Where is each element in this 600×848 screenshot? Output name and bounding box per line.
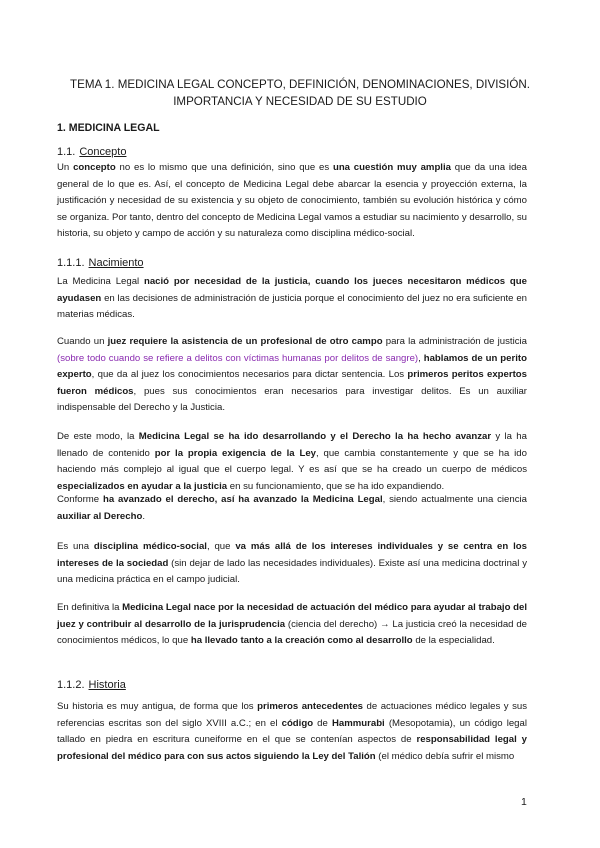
- text-run: concepto: [73, 162, 116, 173]
- text-run: de: [313, 717, 332, 729]
- page-number: 1: [521, 796, 527, 808]
- text-run: ha avanzado el derecho, así ha avanzado la Medicina Legal: [102, 494, 383, 505]
- subsection-number: 1.1.2.: [57, 679, 85, 691]
- text-run: , que cambia constantemente y que se ha ido haciendo más complejo al igual que el cuerpo legal. Y es así que se ha creado un cuerpo de médicos: [57, 447, 527, 476]
- text-run: responsabilidad legal y profesional del médico para con sus actos siguiendo la Ley del Talión: [57, 734, 527, 762]
- text-run: Conforme: [57, 494, 103, 505]
- text-run: código: [281, 717, 314, 729]
- subsection-heading-nacimiento: [57, 257, 144, 269]
- text-run: De este modo, la: [57, 431, 139, 442]
- text-run: (sin dejar de lado las necesidades individuales). Existe así una medicina doctrinal y una medicina práctica en el campo judicial.: [57, 557, 528, 586]
- text-run: por la propia exigencia de la Ley: [154, 447, 316, 459]
- text-run: (ciencia del derecho) → La justicia creó la necesidad de conocimientos médicos, lo que: [57, 618, 527, 647]
- paragraph-nacimiento-5: [57, 539, 527, 589]
- text-run: especializados en ayudar a la justicia: [57, 480, 228, 492]
- text-run: no es lo mismo que una definición, sino que es: [115, 162, 333, 173]
- text-run: , pues sus conocimientos eran necesarios para investigar delitos. Es un auxiliar indispensable del Derecho y la Justicia.: [57, 385, 528, 414]
- section-heading-medicina-legal: 1. MEDICINA LEGAL: [57, 122, 160, 134]
- text-run: En definitiva la: [57, 602, 123, 613]
- subsection-heading-historia: [57, 679, 126, 691]
- paragraph-concepto: [57, 160, 527, 243]
- text-run: una cuestión muy amplia: [332, 162, 451, 173]
- paragraph-nacimiento-3: [57, 429, 527, 495]
- text-run: , que: [206, 541, 236, 552]
- text-run: Su historia es muy antigua, de forma que los: [57, 701, 258, 712]
- subsection-label: Nacimiento: [88, 257, 144, 269]
- subsection-number: 1.1.: [57, 146, 76, 158]
- text-run: va más allá de los intereses individuales y se centra en los intereses de la sociedad: [57, 541, 527, 569]
- text-run: disciplina médico-social: [93, 541, 207, 552]
- text-run: (sobre todo cuando se refiere a delitos con víctimas humanas por delitos de sangre): [57, 352, 419, 364]
- text-run: nació por necesidad de la justicia, cuando los jueces necesitaron médicos que ayudasen: [57, 276, 527, 304]
- text-run: primeros antecedentes: [257, 701, 364, 712]
- title-line-2: IMPORTANCIA Y NECESIDAD DE SU ESTUDIO: [173, 95, 427, 108]
- text-run: en su funcionamiento, que se ha ido expandiendo.: [227, 480, 445, 492]
- text-run: , que da al juez los conocimientos necesarios para dictar sentencia. Los: [91, 369, 408, 381]
- subsection-number: 1.1.1.: [57, 257, 85, 269]
- text-run: en las decisiones de administración de justicia porque el conocimiento del juez no era suficiente en materias médicas.: [57, 292, 527, 321]
- text-run: (Mesopotamia), un código legal tallado en piedra en escritura cuneiforme en el que se contenían aspectos de: [57, 717, 527, 746]
- text-run: Medicina Legal se ha ido desarrollando y el Derecho la ha hecho avanzar: [138, 431, 492, 442]
- text-run: , siendo actualmente una ciencia: [382, 494, 527, 505]
- paragraph-nacimiento-4: [57, 492, 527, 525]
- text-run: hablamos de un perito experto: [57, 352, 527, 381]
- subsection-label: Concepto: [79, 146, 127, 158]
- paragraph-nacimiento-1: [57, 274, 527, 324]
- text-run: Cuando un: [57, 336, 108, 347]
- text-run: que da una idea general de lo que es. Así, el concepto de Medicina Legal debe abarcar la esencia y proyección externa, la justificación y necesidad de su existencia y su objeto de conocimiento, también su evolución histórica y cómo se organiza. Por tanto, dentro del concepto de Medicina Legal vamos a estudiar su nacimiento y desarrollo, su historia, su objeto y campo de acción y su naturaleza como disciplina médico-social.: [57, 162, 527, 240]
- paragraph-nacimiento-2: [57, 334, 527, 417]
- text-run: primeros peritos expertos fueron médicos: [57, 369, 527, 397]
- text-run: Hammurabi: [331, 717, 385, 729]
- paragraph-nacimiento-6: [57, 600, 527, 650]
- text-run: para la administración de justicia: [382, 336, 527, 347]
- document-title: [60, 76, 540, 110]
- text-run: La Medicina Legal: [57, 276, 144, 287]
- text-run: y la ha llenado de contenido: [57, 431, 527, 459]
- text-run: .: [142, 510, 145, 522]
- subsection-heading-concepto: [57, 146, 126, 158]
- subsection-label: Historia: [88, 679, 126, 691]
- text-run: juez requiere la asistencia de un profesional de otro campo: [107, 336, 383, 347]
- text-run: (el médico debía sufrir el mismo: [375, 750, 515, 762]
- text-run: de la especialidad.: [412, 635, 495, 647]
- text-run: Es una: [57, 541, 94, 552]
- title-line-1: TEMA 1. MEDICINA LEGAL CONCEPTO, DEFINICIÓN, DENOMINACIONES, DIVISIÓN.: [70, 78, 530, 91]
- text-run: Un: [57, 162, 74, 173]
- text-run: de actuaciones médico legales y sus referencias escritas son del siglo XVIII a.C.; en el: [57, 701, 528, 729]
- text-run: auxiliar al Derecho: [57, 510, 143, 522]
- paragraph-historia: [57, 699, 527, 765]
- text-run: ,: [418, 352, 424, 364]
- text-run: Medicina Legal nace por la necesidad de actuación del médico para ayudar al trabajo del juez y contribuir al desarrollo de la jurisprudencia: [57, 602, 527, 630]
- text-run: ha llevado tanto a la creación como al desarrollo: [190, 635, 413, 647]
